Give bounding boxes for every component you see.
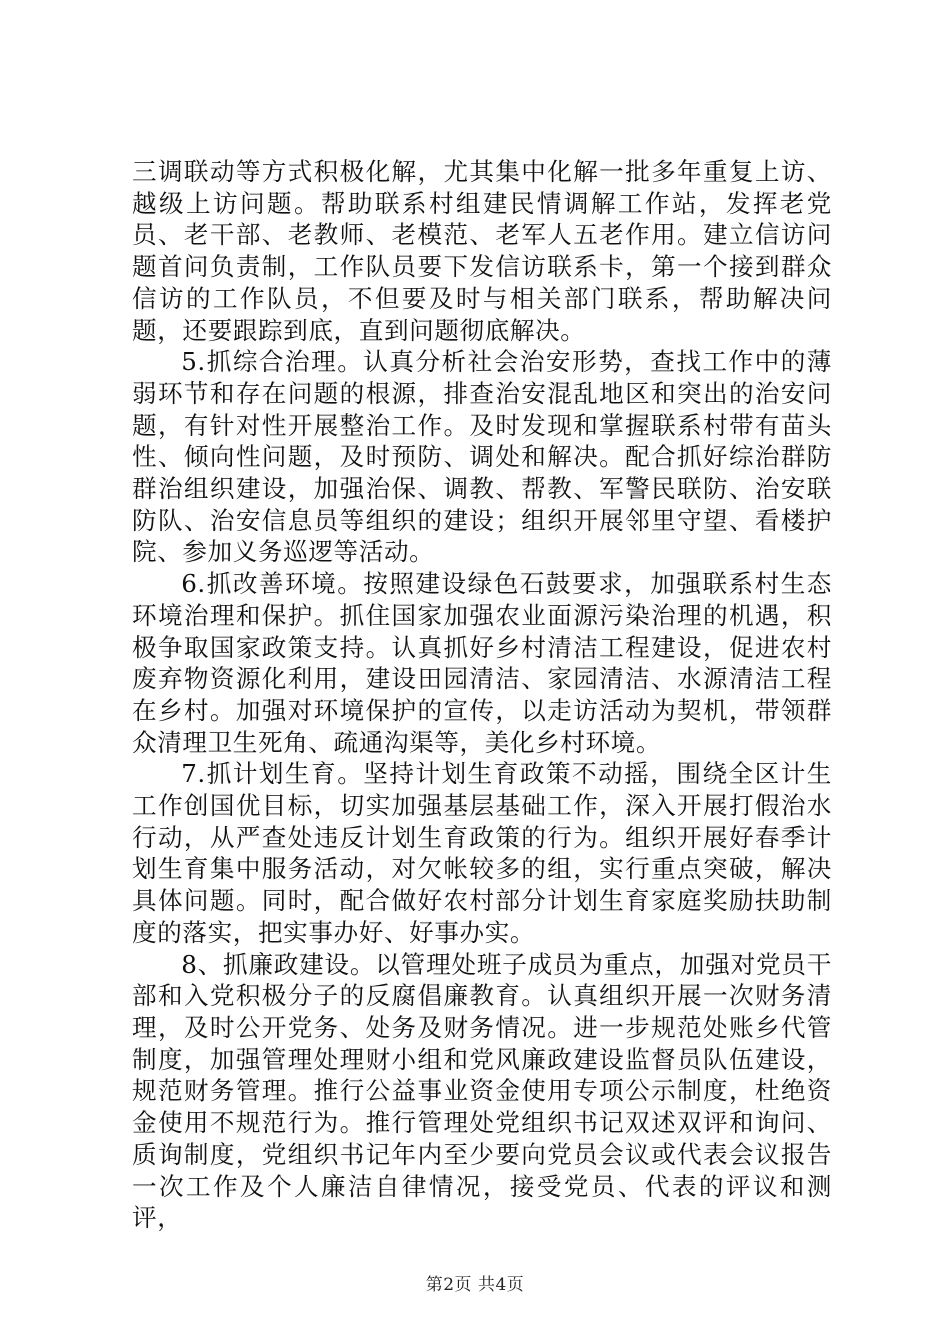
paragraph-2: 5.抓综合治理。认真分析社会治安形势，查找工作中的薄弱环节和存在问题的根源，排查治安混乱地区和突出的治安问题，有针对性开展整治工作。及时发现和掌握联系村带有苗头性、倾向性问题，及时预防、调处和解决。配合抓好综治群防群治组织建设，加强治保、调教、帮教、军警民联防、治安联防队、治安信息员等组织的建设；组织开展邻里守望、看楼护院、参加义务巡逻等活动。 [132,347,832,567]
body-text [132,156,832,1234]
paragraph-3: 6.抓改善环境。按照建设绿色石鼓要求，加强联系村生态环境治理和保护。抓住国家加强农业面源污染治理的机遇，积极争取国家政策支持。认真抓好乡村清洁工程建设，促进农村废弃物资源化利用，建设田园清洁、家园清洁、水源清洁工程在乡村。加强对环境保护的宣传，以走访活动为契机，带领群众清理卫生死角、疏通沟渠等，美化乡村环境。 [132,569,832,757]
paragraph-1: 三调联动等方式积极化解，尤其集中化解一批多年重复上访、越级上访问题。帮助联系村组建民情调解工作站，发挥老党员、老干部、老教师、老模范、老军人五老作用。建立信访问题首问负责制，工作队员要下发信访联系卡，第一个接到群众信访的工作队员，不但要及时与相关部门联系，帮助解决问题，还要跟踪到底，直到问题彻底解决。 [132,157,832,345]
paragraph-4: 7.抓计划生育。坚持计划生育政策不动摇，围绕全区计生工作创国优目标，切实加强基层基础工作，深入开展打假治水行动，从严查处违反计划生育政策的行为。组织开展好春季计划生育集中服务活动，对欠帐较多的组，实行重点突破，解决具体问题。同时，配合做好农村部分计划生育家庭奖励扶助制度的落实，把实事办好、好事办实。 [132,759,832,947]
page-footer: 第2页 共4页 [425,1275,525,1295]
paragraph-5: 8、抓廉政建设。以管理处班子成员为重点，加强对党员干部和入党积极分子的反腐倡廉教育。认真组织开展一次财务清理，及时公开党务、处务及财务情况。进一步规范处账乡代管制度，加强管理处理财小组和党风廉政建设监督员队伍建设，规范财务管理。推行公益事业资金使用专项公示制度，杜绝资金使用不规范行为。推行管理处党组织书记双述双评和询问、质询制度，党组织书记年内至少要向党员会议或代表会议报告一次工作及个人廉洁自律情况，接受党员、代表的评议和测评， [132,949,832,1233]
